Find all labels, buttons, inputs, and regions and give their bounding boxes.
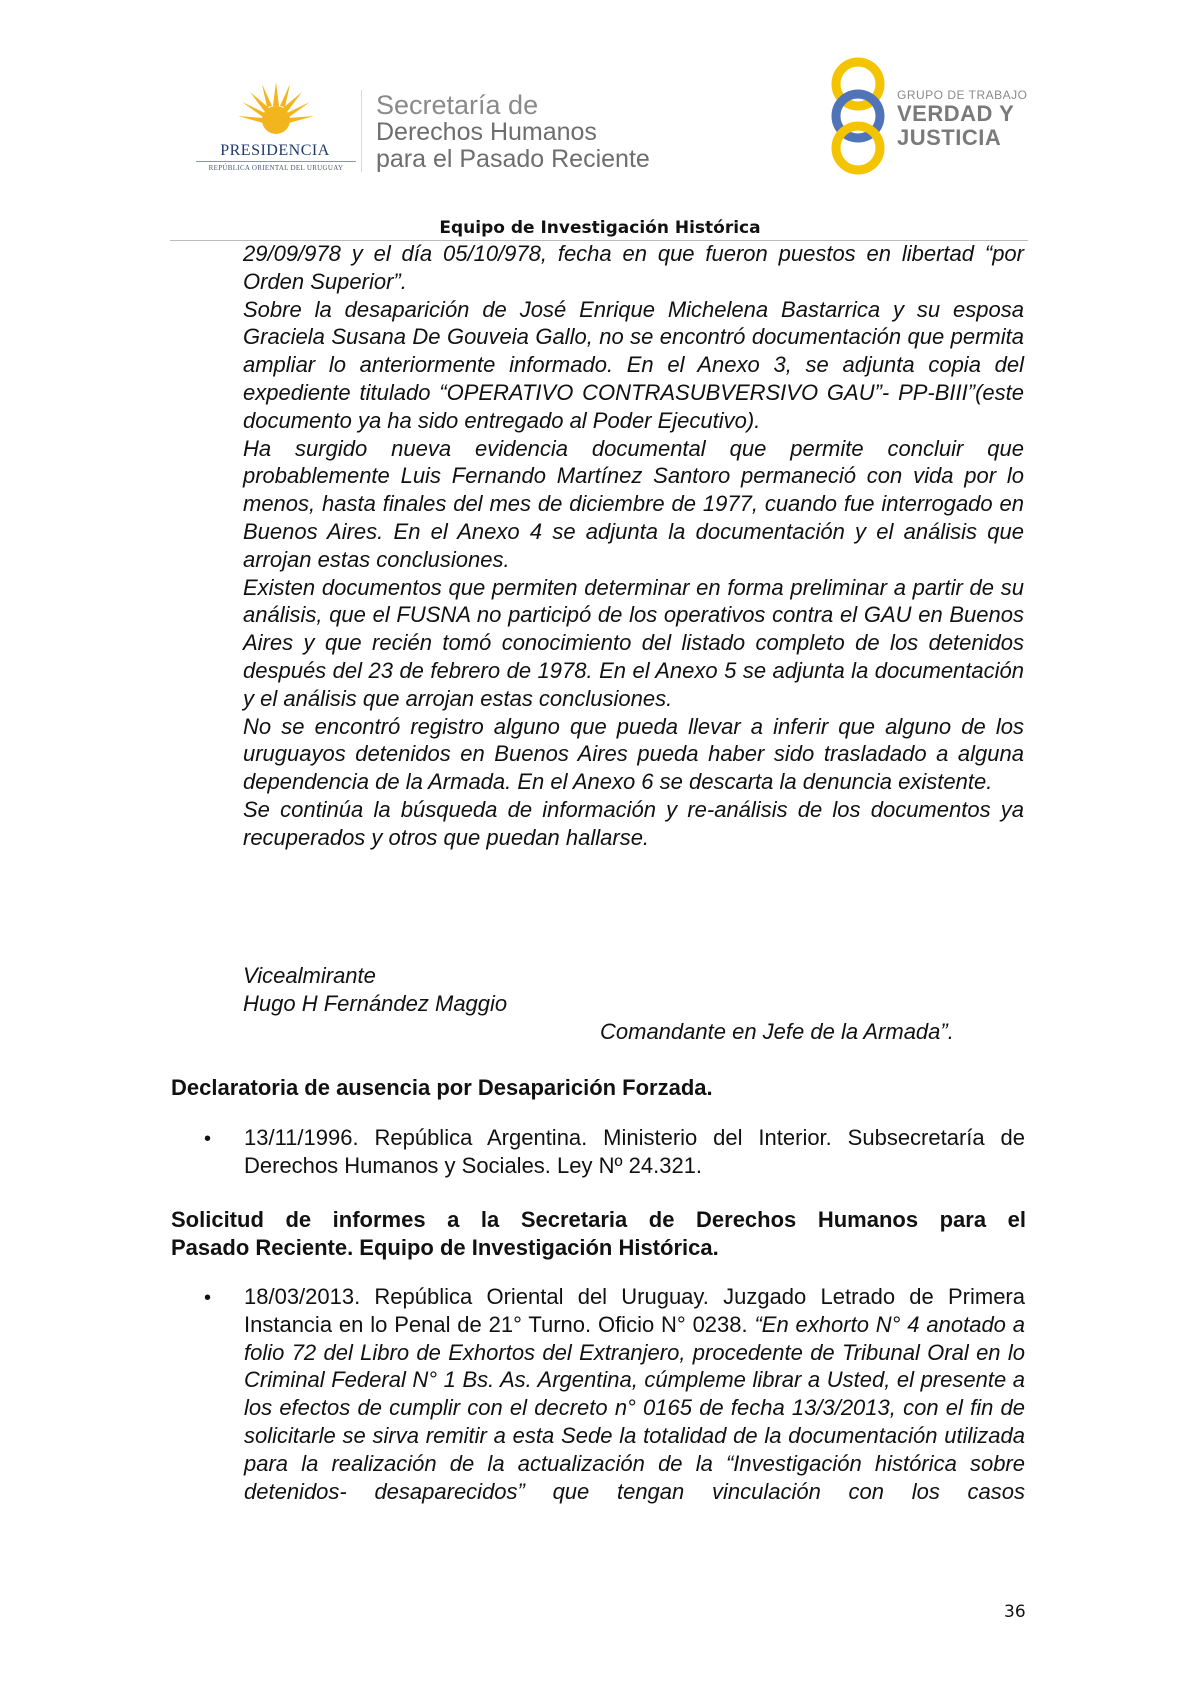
signature-name: Hugo H Fernández Maggio <box>243 991 508 1016</box>
section-heading-declaratoria: Declaratoria de ausencia por Desaparición Forzada. <box>171 1075 713 1100</box>
page-number: 36 <box>1004 1602 1026 1622</box>
secretaria-line2: Derechos Humanos <box>376 118 597 146</box>
presidencia-subtitle: REPÚBLICA ORIENTAL DEL URUGUAY <box>208 164 344 172</box>
section-heading-solicitud <box>171 1206 1026 1262</box>
sun-of-may-icon <box>236 80 316 140</box>
grupo-line1: GRUPO DE TRABAJO <box>897 88 1028 102</box>
quote-paragraph-2: Sobre la desaparición de José Enrique Michelena Bastarrica y su esposa Graciela Susana De Gouveia Gallo, no se encontró documentación que permita ampliar lo anteriormente informado. En el Anexo 3, se adjunta copia del expediente titulado “OPERATIVO CONTRASUBVERSIVO GAU”- PP-BIII”(este documento ya ha sido entregado al Poder Ejecutivo). <box>243 296 1024 433</box>
signature-rank: Vicealmirante <box>243 963 376 988</box>
list-item <box>244 1283 1025 1505</box>
list-item: 13/11/1996. República Argentina. Ministerio del Interior. Subsecretaría de Derechos Humanos y Sociales. Ley Nº 24.321. <box>244 1125 1025 1178</box>
verdad-justicia-rings-icon <box>823 54 893 180</box>
verdad-justicia-text <box>897 88 1027 150</box>
quote-paragraph-3: Ha surgido nueva evidencia documental que permite concluir que probablemente Luis Fernando Martínez Santoro permaneció con vida por lo menos, hasta finales del mes de diciembre de 1977, cuando fue interrogado en Buenos Aires. En el Anexo 4 se adjunta la documentación y el análisis que arrojan estas conclusiones. <box>243 435 1024 572</box>
presidencia-divider <box>196 161 356 162</box>
secretaria-line3: para el Pasado Reciente <box>376 145 650 173</box>
section-heading-line2: Pasado Reciente. Equipo de Investigación Histórica. <box>171 1234 719 1260</box>
presidencia-logo <box>196 80 356 180</box>
bullet-icon: • <box>204 1128 212 1150</box>
grupo-line2: VERDAD Y <box>897 101 1015 126</box>
section-heading-line1: Solicitud de informes a la Secretaria de Derechos Humanos para el <box>171 1207 1026 1232</box>
quoted-report <box>243 240 1024 852</box>
presidencia-text: PRESIDENCIA <box>220 142 330 159</box>
secretaria-logo-text <box>376 92 650 173</box>
header-separator <box>361 90 362 172</box>
team-title: Equipo de Investigación Histórica <box>439 218 761 238</box>
list-item-plain-text: 18/03/2013. República Oriental del Uruguay. Juzgado Letrado de Primera Instancia en lo Penal de 21° Turno. Oficio N° 0238. <box>244 1284 1025 1337</box>
bullet-icon: • <box>204 1287 212 1309</box>
quote-paragraph-1: 29/09/978 y el día 05/10/978, fecha en que fueron puestos en libertad “por Orden Superior”. <box>243 241 1024 294</box>
signature-block <box>243 962 507 1018</box>
list-item-italic-quote: “En exhorto N° 4 anotado a folio 72 del Libro de Exhortos del Extranjero, procedente de Tribunal Oral en lo Criminal Federal N° 1 Bs. As. Argentina, cúmpleme librar a Usted, el presente a los efectos de cumplir con el decreto n° 0165 de fecha 13/3/2013, con el fin de solicitarle se sirva remitir a esta Sede la totalidad de la documentación utilizada para la realización de la actualización de la “Investigación histórica sobre detenidos- desaparecidos” que tengan vinculación con los casos <box>244 1311 1025 1504</box>
secretaria-line1: Secretaría de <box>376 90 539 120</box>
grupo-line3: JUSTICIA <box>897 125 1002 150</box>
quote-paragraph-4: Existen documentos que permiten determinar en forma preliminar a partir de su análisis, que el FUSNA no participó de los operativos contra el GAU en Buenos Aires y que recién tomó conocimiento del listado completo de los detenidos después del 23 de febrero de 1978. En el Anexo 5 se adjunta la documentación y el análisis que arrojan estas conclusiones. <box>243 574 1024 711</box>
quote-paragraph-5: No se encontró registro alguno que pueda llevar a inferir que alguno de los uruguayos detenidos en Buenos Aires pueda haber sido trasladado a alguna dependencia de la Armada. En el Anexo 6 se descarta la denuncia existente. <box>243 713 1024 795</box>
page-header <box>0 0 1190 240</box>
signature-title: Comandante en Jefe de la Armada”. <box>600 1019 954 1044</box>
quote-paragraph-6: Se continúa la búsqueda de información y re-análisis de los documentos ya recuperados y otros que puedan hallarse. <box>243 796 1024 850</box>
